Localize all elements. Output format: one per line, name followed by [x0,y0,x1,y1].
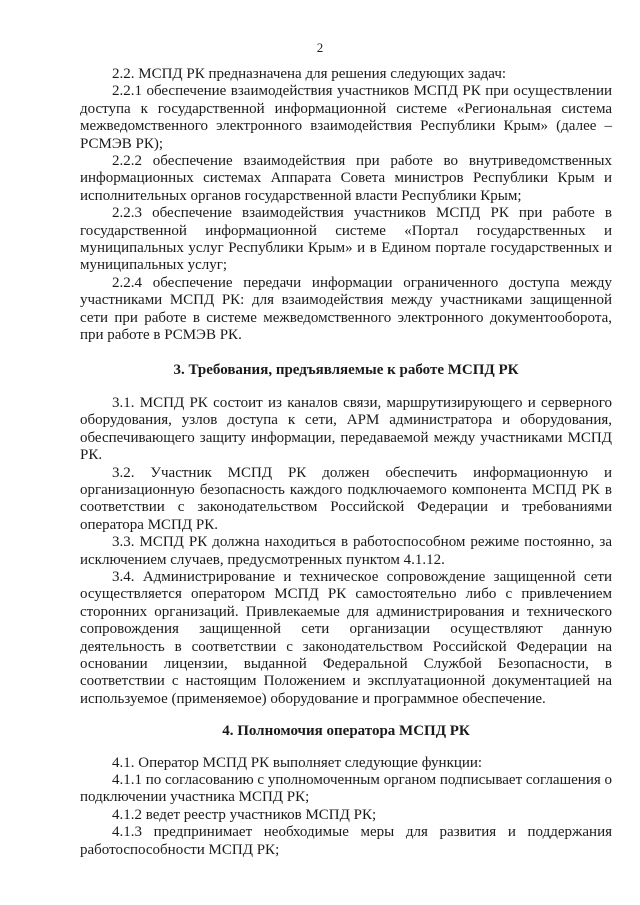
section-2 [80,66,612,345]
paragraph: 2.2.3 обеспечение взаимодействия участников МСПД РК при работе в государственной информационной системе «Портал государственных и муниципальных услуг Республики Крым» и в Едином портале государственных и муниципальных услуг; [80,205,612,274]
paragraph: 2.2.1 обеспечение взаимодействия участников МСПД РК при осуществлении доступа к государственной информационной системе «Региональная система межведомственного электронного взаимодействия Республики Крым» (далее – РСМЭВ РК); [80,83,612,152]
paragraph: 3.3. МСПД РК должна находиться в работоспособном режиме постоянно, за исключением случаев, предусмотренных пунктом 4.1.12. [80,534,612,568]
paragraph: 4.1.2 ведет реестр участников МСПД РК; [112,806,377,823]
section-3 [80,395,612,708]
document-body [80,66,612,859]
paragraph: 4.1. Оператор МСПД РК выполняет следующие функции: [112,754,483,771]
paragraph: 2.2.2 обеспечение взаимодействия при работе во внутриведомственных информационных системах Аппарата Совета министров Республики Крым и исполнительных органов государственной власти Республики Крым; [80,153,612,204]
paragraph: 3.2. Участник МСПД РК должен обеспечить информационную и организационную безопасность каждого подключаемого компонента МСПД РК в соответствии с законодательством Российской Федерации и требованиями оператора МСПД РК. [80,464,612,533]
paragraph: 4.1.1 по согласованию с уполномоченным органом подписывает соглашения о подключении участника МСПД РК; [80,772,612,806]
paragraph: 2.2.4 обеспечение передачи информации ограниченного доступа между участниками МСПД РК: для взаимодействия между участниками защищенной сети при работе в системе межведомственного электронного документооборота, при работе в РСМЭВ РК. [80,274,612,344]
page-number: 2 [316,40,324,55]
paragraph: 3.1. МСПД РК состоит из каналов связи, маршрутизирующего и серверного оборудования, узлов доступа к сети, АРМ администратора и оборудования, обеспечивающего защиту информации, передаваемой между участниками МСПД РК. [80,394,612,464]
section-3-heading: 3. Требования, предъявляемые к работе МСПД РК [173,361,519,378]
section-4-heading: 4. Полномочия оператора МСПД РК [222,723,470,740]
section-4 [80,755,612,859]
paragraph: 2.2. МСПД РК предназначена для решения следующих задач: [112,66,507,82]
paragraph: 3.4. Администрирование и техническое сопровождение защищенной сети осуществляется оператором МСПД РК самостоятельно либо с привлечением сторонних организаций. Привлекаемые для администрирования и технического сопровождения защищенной сети организации осуществляют данную деятельность в соответствии с законодательством Российской Федерации на основании лицензии, выданной Федеральной Службой Безопасности, в соответствии с настоящим Положением и эксплуатационной документацией на используемое (применяемое) оборудование и программное обеспечение. [80,568,612,707]
paragraph: 4.1.3 предпринимает необходимые меры для развития и поддержания работоспособности МСПД РК; [80,824,612,858]
